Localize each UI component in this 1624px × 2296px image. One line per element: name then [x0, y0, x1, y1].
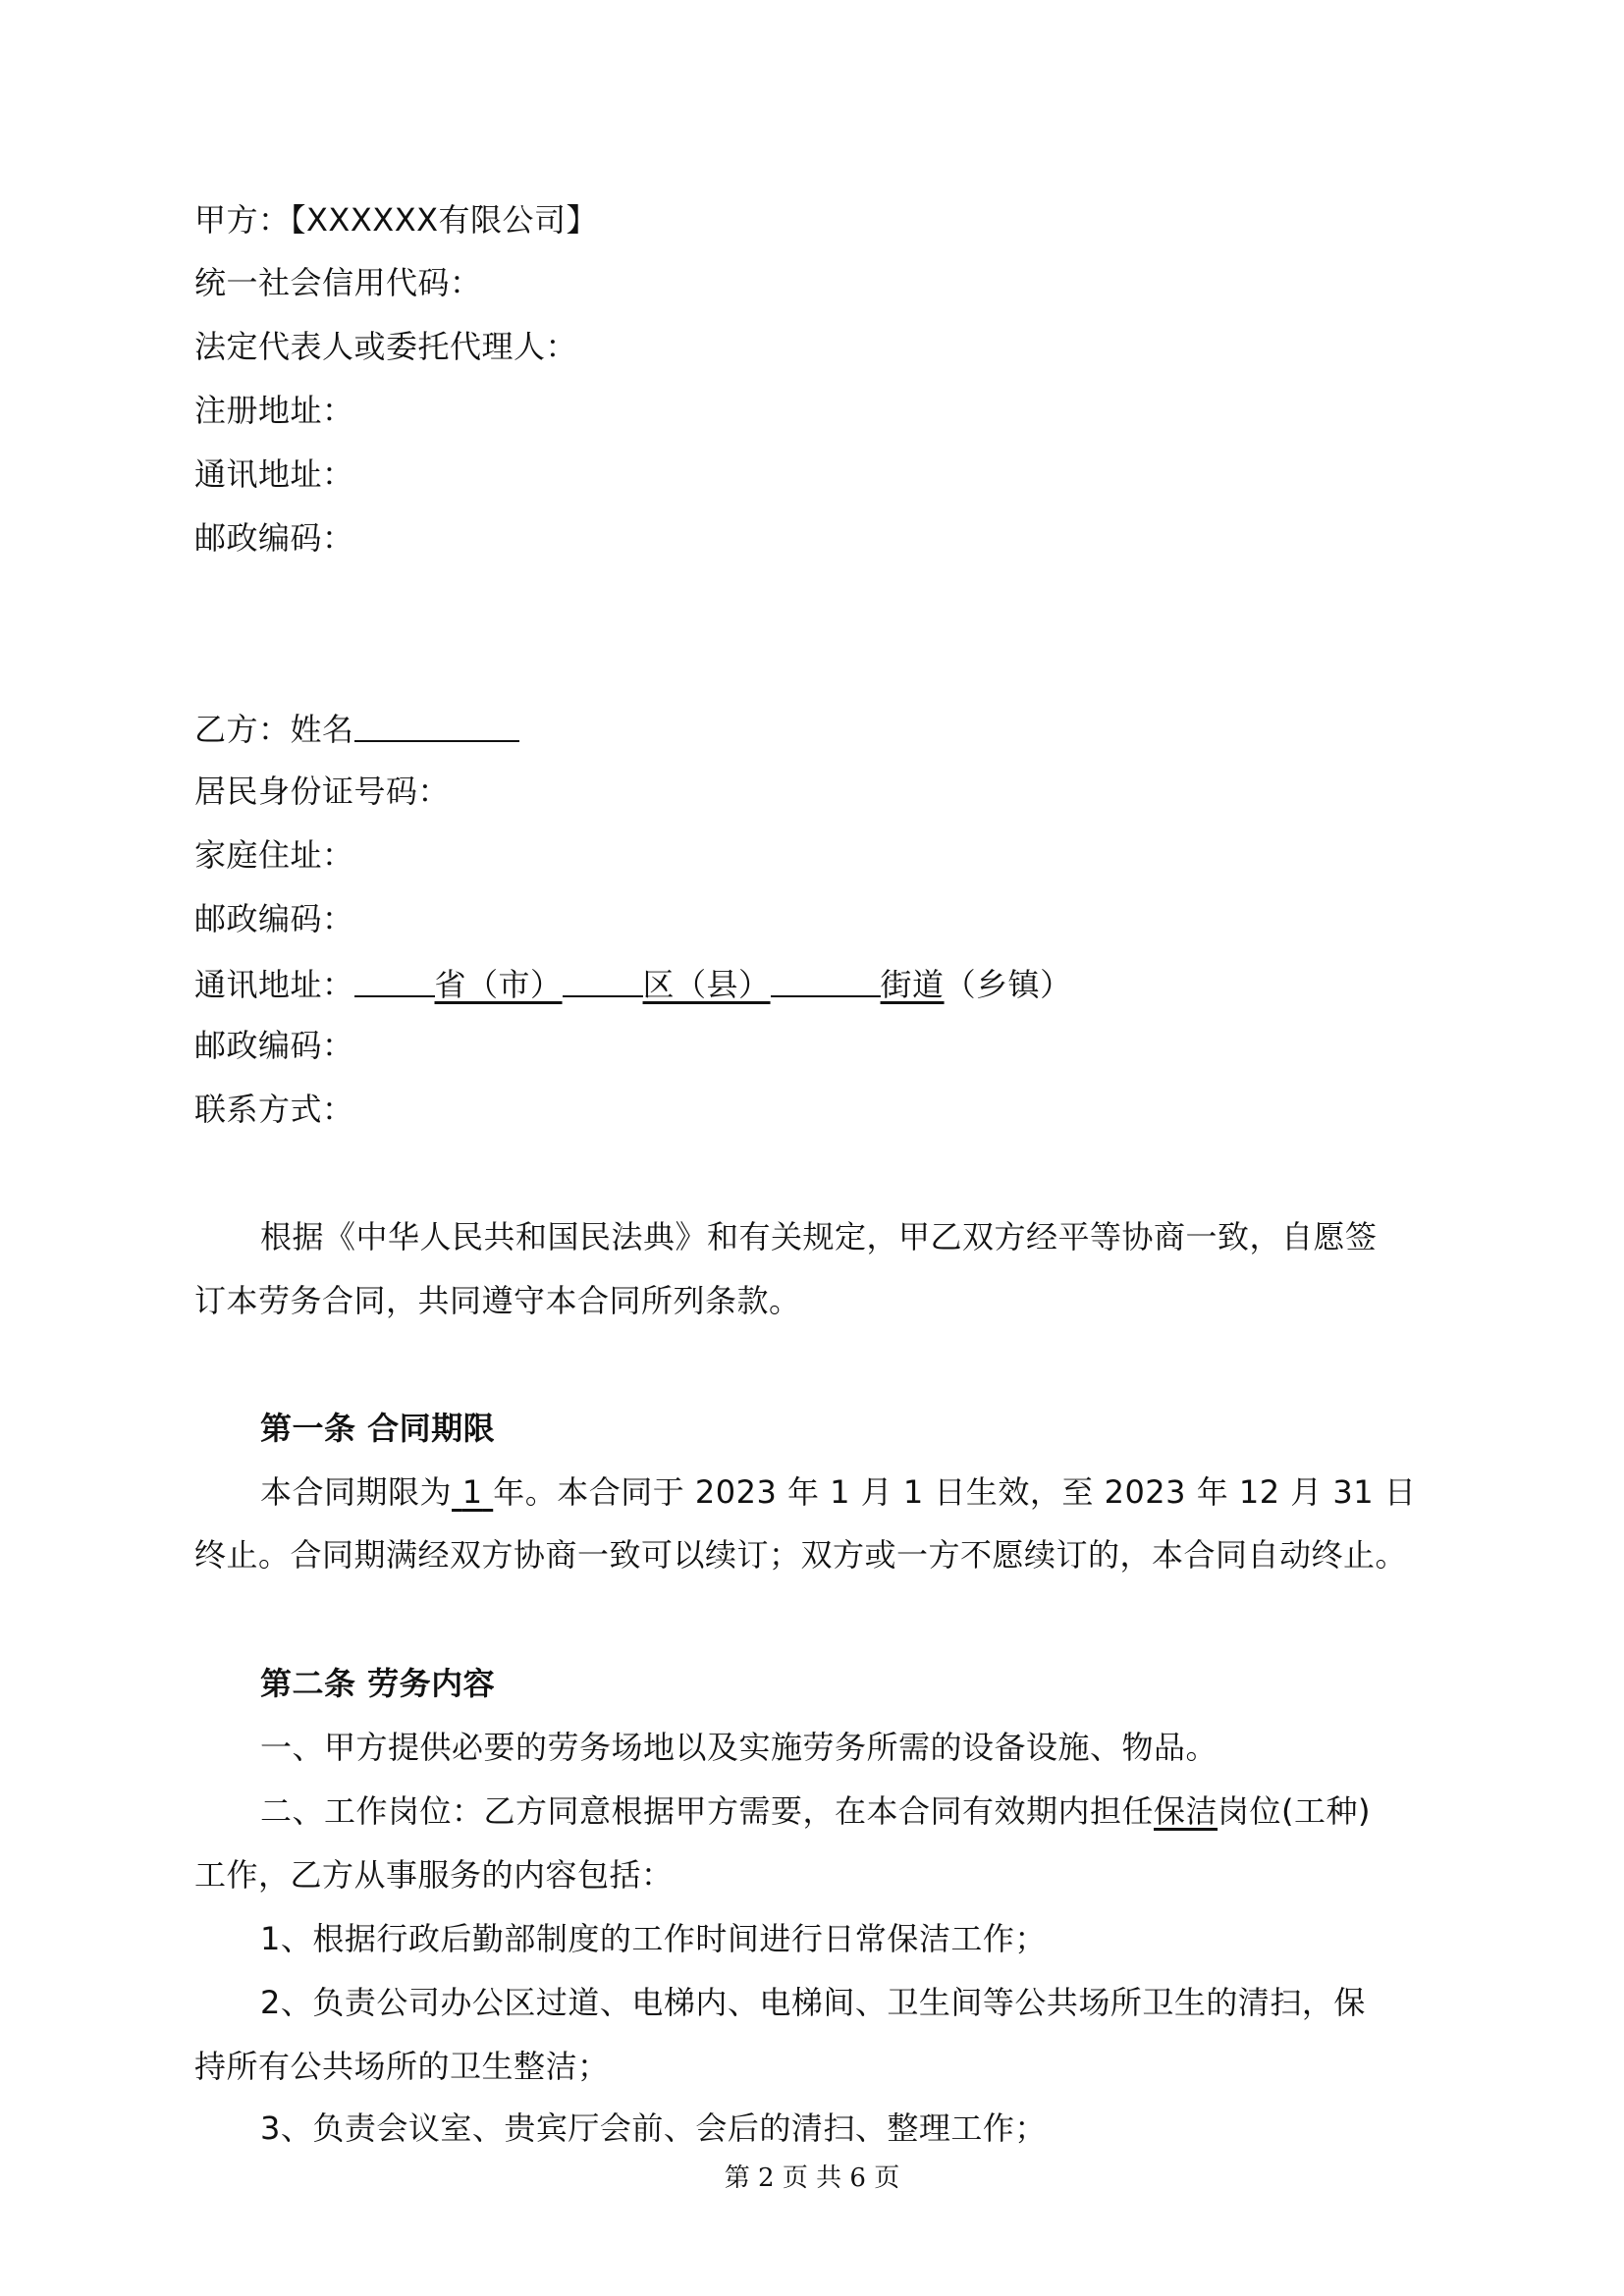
article-2-item-1: 一、甲方提供必要的劳务场地以及实施劳务所需的设备设施、物品。	[260, 1729, 1218, 1766]
party-b-contact: 联系方式：	[194, 1091, 354, 1128]
term-suffix: 年。本合同于 2023 年 1 月 1 日生效，至 2023 年 12 月 31 日	[493, 1473, 1417, 1511]
street-blank	[771, 962, 881, 997]
duty-1: 1、根据行政后勤部制度的工作时间进行日常保洁工作；	[260, 1920, 1047, 1957]
page-indicator: 第 2 页 共 6 页	[724, 2163, 900, 2193]
party-a-registered-address: 注册地址：	[194, 392, 354, 429]
province-label: 省（市）	[434, 966, 563, 1003]
party-b-mailing-address-label: 通讯地址：	[194, 966, 354, 1003]
article-2-item-2	[260, 1791, 1371, 1831]
party-b-mailing-address-line	[194, 962, 1072, 1004]
position-prefix: 二、工作岗位：乙方同意根据甲方需要，在本合同有效期内担任	[260, 1792, 1155, 1830]
party-b-id-number: 居民身份证号码：	[194, 773, 451, 810]
party-a-representative: 法定代表人或委托代理人：	[194, 328, 578, 365]
party-b-home-address: 家庭住址：	[194, 836, 354, 874]
party-b-name-label: 乙方：姓名	[194, 711, 354, 748]
district-label: 区（县）	[642, 966, 771, 1003]
party-b-name-blank	[354, 707, 519, 742]
preamble-line-1: 根据《中华人民共和国民法典》和有关规定，甲乙双方经平等协商一致，自愿签	[260, 1218, 1378, 1255]
term-value	[452, 1473, 493, 1511]
duty-2-line-2: 持所有公共场所的卫生整洁；	[194, 2048, 610, 2085]
preamble-line-2: 订本劳务合同，共同遵守本合同所列条款。	[194, 1282, 801, 1319]
article-1-line-2: 终止。合同期满经双方协商一致可以续订；双方或一方不愿续订的，本合同自动终止。	[194, 1536, 1408, 1574]
province-blank	[354, 962, 435, 997]
town-label: （乡镇）	[944, 966, 1072, 1003]
party-a-postal-code: 邮政编码：	[194, 519, 354, 557]
article-1-heading: 第一条 合同期限	[260, 1410, 496, 1447]
party-b-postal-code: 邮政编码：	[194, 900, 354, 937]
term-prefix: 本合同期限为	[260, 1473, 453, 1511]
party-a-mailing-address: 通讯地址：	[194, 455, 354, 493]
position-suffix: 岗位(工种)	[1218, 1792, 1372, 1830]
article-2-heading: 第二条 劳务内容	[260, 1665, 496, 1702]
party-b-name-line	[194, 707, 519, 749]
position-value: 保洁	[1154, 1792, 1218, 1830]
article-2-item-2-line-2: 工作，乙方从事服务的内容包括：	[194, 1856, 674, 1894]
article-1-line-1	[260, 1472, 1416, 1512]
district-blank	[563, 962, 643, 997]
street-label: 街道	[880, 966, 945, 1003]
duty-3: 3、负责会议室、贵宾厅会前、会后的清扫、整理工作；	[260, 2109, 1047, 2147]
party-a-name: 甲方：【XXXXXX有限公司】	[194, 201, 599, 239]
duty-2-line-1: 2、负责公司办公区过道、电梯内、电梯间、卫生间等公共场所卫生的清扫，保	[260, 1984, 1366, 2021]
party-b-postal-code-2: 邮政编码：	[194, 1027, 354, 1064]
party-a-credit-code: 统一社会信用代码：	[194, 264, 482, 301]
term-number: 1	[461, 1473, 483, 1511]
